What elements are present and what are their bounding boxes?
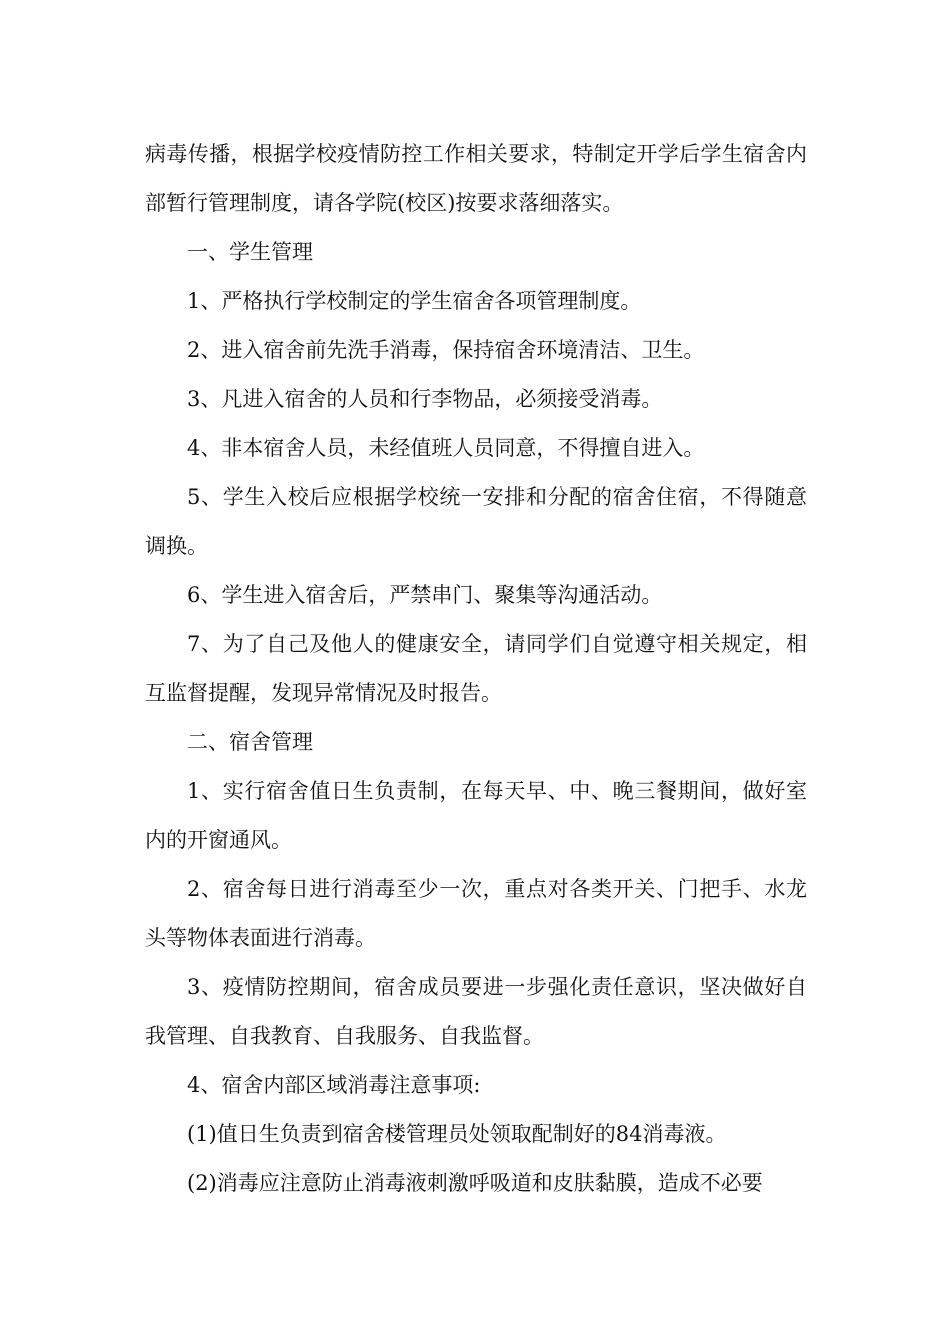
paragraph-disinfection-item-1: (1)值日生负责到宿舍楼管理员处领取配制好的84消毒液。	[187, 1122, 727, 1146]
paragraph-student-rule-2: 2、进入宿舍前先洗手消毒，保持宿舍环境清洁、卫生。	[187, 338, 705, 362]
document-body	[145, 130, 807, 1208]
paragraph-dorm-rule-4: 4、宿舍内部区域消毒注意事项:	[187, 1073, 481, 1097]
paragraph-dorm-rule-3: 3、疫情防控期间，宿舍成员要进一步强化责任意识，坚决做好自我管理、自我教育、自我服务、自我监督。	[145, 975, 807, 1048]
paragraph-intro-continuation: 病毒传播，根据学校疫情防控工作相关要求，特制定开学后学生宿舍内部暂行管理制度，请各学院(校区)按要求落细落实。	[145, 142, 807, 215]
paragraph-student-rule-6: 6、学生进入宿舍后，严禁串门、聚集等沟通活动。	[187, 583, 663, 607]
paragraph-student-rule-5: 5、学生入校后应根据学校统一安排和分配的宿舍住宿，不得随意调换。	[145, 485, 807, 558]
section-heading-student-management: 一、学生管理	[187, 240, 313, 264]
paragraph-student-rule-4: 4、非本宿舍人员，未经值班人员同意，不得擅自进入。	[187, 436, 705, 460]
section-heading-dorm-management: 二、宿舍管理	[187, 730, 313, 754]
paragraph-student-rule-7: 7、为了自己及他人的健康安全，请同学们自觉遵守相关规定，相互监督提醒，发现异常情况及时报告。	[145, 632, 807, 705]
paragraph-dorm-rule-1: 1、实行宿舍值日生负责制，在每天早、中、晚三餐期间，做好室内的开窗通风。	[145, 779, 807, 852]
paragraph-dorm-rule-2: 2、宿舍每日进行消毒至少一次，重点对各类开关、门把手、水龙头等物体表面进行消毒。	[145, 877, 807, 950]
paragraph-disinfection-item-2: (2)消毒应注意防止消毒液刺激呼吸道和皮肤黏膜，造成不必要	[187, 1171, 763, 1195]
paragraph-student-rule-1: 1、严格执行学校制定的学生宿舍各项管理制度。	[187, 289, 642, 313]
paragraph-student-rule-3: 3、凡进入宿舍的人员和行李物品，必须接受消毒。	[187, 387, 663, 411]
